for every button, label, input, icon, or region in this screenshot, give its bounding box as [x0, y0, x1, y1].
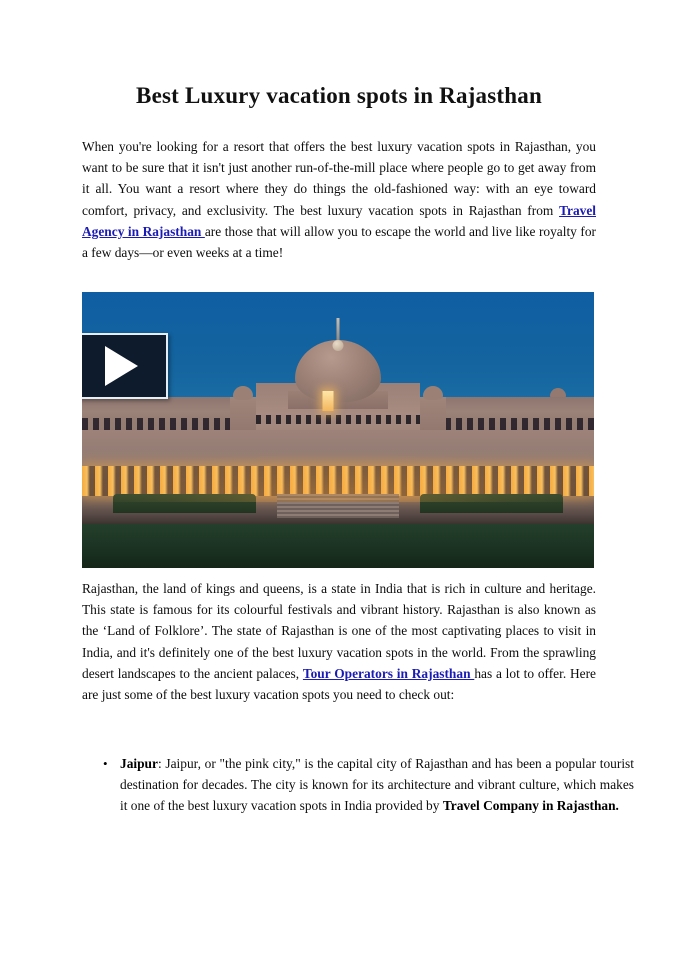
dome-finial-ball — [333, 340, 344, 351]
tour-operators-link[interactable]: Tour Operators in Rajasthan — [302, 665, 475, 681]
central-lit-window — [322, 391, 333, 411]
intro-text-after-link: are those that will allow you to escape the world and live like royalty for a few days—or even weeks at a time! — [82, 223, 596, 261]
entrance-steps — [277, 494, 400, 519]
play-icon — [105, 346, 138, 386]
play-button[interactable] — [82, 333, 168, 399]
lawn-layer — [82, 524, 594, 568]
list-item-lead: Jaipur — [120, 756, 158, 771]
travel-agency-link[interactable]: Travel Agency in Rajasthan — [82, 202, 596, 239]
palace-video-thumbnail[interactable] — [82, 292, 594, 568]
list-item — [120, 753, 634, 817]
list-item-bold-tail: Travel Company in Rajasthan. — [442, 798, 619, 814]
second-text-after-link: has a lot to offer. Here are just some of the best luxury vacation spots you need to check out: — [82, 665, 597, 703]
intro-paragraph — [82, 136, 596, 263]
page-title: Best Luxury vacation spots in Rajasthan — [136, 83, 542, 108]
hedge-right — [420, 494, 563, 513]
list-item-text: : Jaipur, or "the pink city," is the capital city of Rajasthan and has been a popular tourist destination for decades. The city is known for its architecture and vibrant culture, which makes it one of the best luxury vacation spots in India provided by — [120, 756, 634, 814]
central-arcade — [256, 415, 420, 425]
hedge-left — [113, 494, 256, 513]
second-paragraph — [82, 578, 596, 705]
second-text-before-link: Rajasthan, the land of kings and queens, is a state in India that is rich in culture and heritage. This state is famous for its colourful festivals and vibrant history. Rajasthan is also known as the ‘Land of Folklore’. The state of Rajasthan is one of the most captivating places to visit in India, and it's definitely one of the best luxury vacation spots in the world. From the sprawling desert landscapes to the ancient palaces, — [82, 581, 596, 681]
luxury-spots-list — [82, 753, 634, 817]
intro-text-before-link: When you're looking for a resort that offers the best luxury vacation spots in Rajasthan, you want to be sure that it isn't just another run-of-the-mill place where people go to get away from it all. You want a resort where they do things the old-fashioned way: with an eye toward comfort, privacy, and exclusivity. The best luxury vacation spots in Rajasthan from — [82, 139, 596, 218]
lit-arcade — [82, 466, 594, 496]
